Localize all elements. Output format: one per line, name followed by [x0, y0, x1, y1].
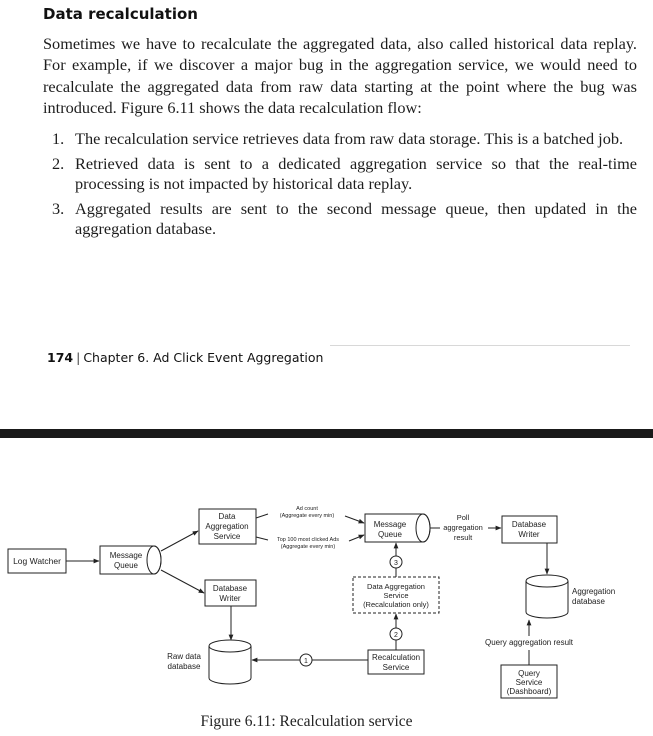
chapter-title: Chapter 6. Ad Click Event Aggregation [83, 350, 324, 365]
aggdb-label-line2: database [572, 597, 605, 606]
recalc-label-line2: Service [382, 663, 410, 672]
mq2-label-line1: Message [373, 520, 407, 529]
step-text: The recalculation service retrieves data from raw data storage. This is a batched job. [75, 129, 624, 148]
poll-label-line3: result [453, 533, 473, 542]
arrow-mq1-das [161, 531, 198, 551]
aggregation-db-top [526, 575, 568, 587]
step-list [52, 129, 637, 244]
arrow-das-mq2-upper-a [256, 514, 268, 518]
das-recalc-label-line2: Service [383, 591, 409, 600]
mq1-label-line2: Queue [113, 561, 139, 570]
page-break-band [0, 429, 653, 438]
arrow-das-mq2-lower-b [349, 535, 364, 541]
dbw2-label-line2: Writer [518, 530, 540, 539]
edge-ad-count-line2: (Aggregate every min) [279, 513, 335, 519]
recalculation-diagram [0, 470, 653, 710]
step-number: 2. [52, 153, 65, 173]
dbw1-label-line1: Database [212, 584, 248, 593]
footer-separator: | [76, 350, 81, 365]
das-recalc-label-line1: Data Aggregation [367, 582, 425, 591]
message-queue-1-end [147, 546, 161, 574]
step-text: Aggregated results are sent to the second message queue, then updated in the aggregation database. [75, 198, 637, 238]
poll-label-line1: Poll [456, 513, 470, 522]
step-number-3: 3 [394, 560, 398, 567]
list-item [52, 199, 637, 240]
page-number: 174 [47, 350, 74, 365]
query-service-label-line1: Query [518, 669, 540, 678]
step-number-1: 1 [304, 658, 308, 665]
query-result-label: Query aggregation result [484, 638, 574, 647]
recalc-label-line1: Recalculation [371, 653, 421, 662]
raw-data-db-top [209, 640, 251, 652]
edge-top100-line2: (Aggregate every min) [280, 544, 336, 550]
query-service-label-line3: (Dashboard) [506, 687, 552, 696]
list-item [52, 129, 637, 150]
das-label-line2: Aggregation [205, 522, 249, 531]
dbw1-label-line2: Writer [219, 594, 241, 603]
dbw2-label-line1: Database [511, 520, 547, 529]
mq1-label-line1: Message [109, 551, 143, 560]
das-recalc-label-line3: (Recalculation only) [363, 600, 429, 609]
rawdb-label-line2: database [167, 662, 201, 671]
arrow-das-mq2-upper-b [345, 516, 364, 523]
step-text: Retrieved data is sent to a dedicated aggregation service so that the real-time processing is not impacted by historical data replay. [75, 153, 637, 193]
mq2-label-line2: Queue [377, 530, 403, 539]
poll-label-line2: aggregation [443, 523, 483, 532]
divider [330, 345, 630, 346]
log-watcher-label: Log Watcher [13, 556, 61, 566]
step-number-2: 2 [394, 632, 398, 639]
list-item [52, 154, 637, 195]
step-number: 3. [52, 198, 65, 218]
edge-top100-line1: Top 100 most clicked Ads [276, 537, 340, 543]
query-service-label-line2: Service [515, 678, 543, 687]
section-title: Data recalculation [43, 5, 198, 23]
arrow-das-mq2-lower-a [256, 537, 268, 540]
aggdb-label-line1: Aggregation [572, 587, 616, 596]
rawdb-label-line1: Raw data [167, 652, 201, 661]
edge-ad-count-line1: Ad count [296, 506, 318, 512]
page-footer [47, 350, 323, 365]
step-number: 1. [52, 129, 65, 148]
das-label-line1: Data [218, 512, 236, 521]
message-queue-2-end [416, 514, 430, 542]
intro-paragraph: Sometimes we have to recalculate the aggregated data, also called historical data replay. For example, if we discover a major bug in the aggregation service, we would need to recalculate the aggregated data from raw data starting at the point where the bug was introduced. Figure 6.11 shows the data recalculation flow: [43, 34, 637, 117]
das-label-line3: Service [213, 532, 241, 541]
figure-caption-text: Figure 6.11: Recalculation service [200, 713, 413, 730]
figure-caption [0, 713, 653, 731]
arrow-mq1-dbwriter [161, 570, 204, 593]
